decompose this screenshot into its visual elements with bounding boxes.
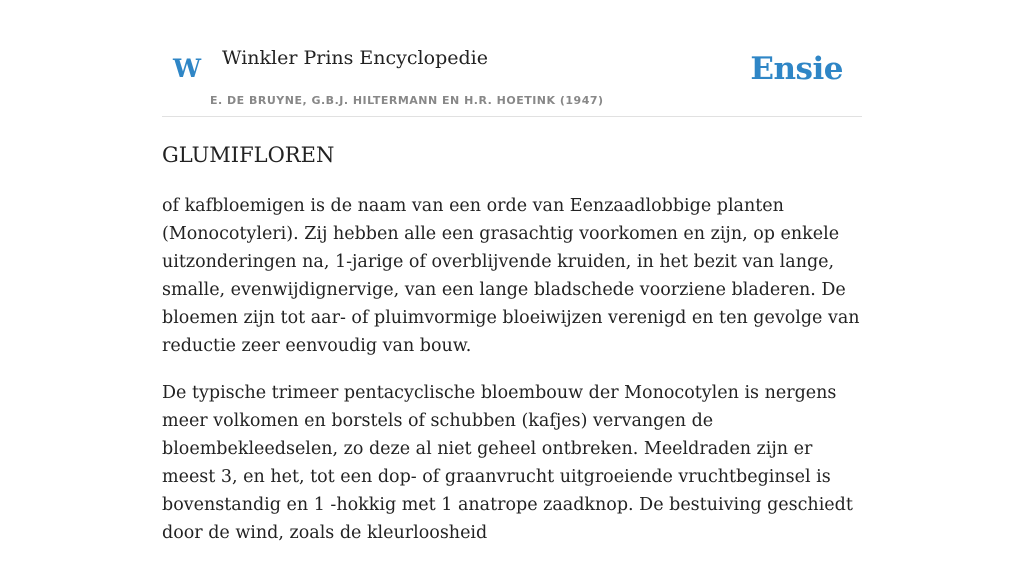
winkler-prins-logo[interactable]: W [173, 54, 202, 83]
article-body [162, 192, 862, 566]
source-title[interactable]: Winkler Prins Encyclopedie [222, 47, 488, 69]
paragraph-1: of kafbloemigen is de naam van een orde van Eenzaadlobbige planten (Monocotyleri). Zij hebben alle een grasachtig voorkomen en zijn, op enkele uitzonderingen na, 1-jarige of overblijvende kruiden, in het bezit van lange, smalle, evenwijdignervige, van een lange bladschede voorziene bladeren. De bloemen zijn tot aar- of pluimvormige bloeiwijzen verenigd en ten gevolge van reductie zeer eenvoudig van bouw. [162, 196, 860, 356]
source-header [162, 0, 862, 117]
paragraph-2: De typische trimeer pentacyclische bloembouw der Monocotylen is nergens meer volkomen en borstels of schubben (kafjes) vervangen de bloembekleedselen, zo deze al niet geheel ontbreken. Meeldraden zijn er meest 3, en het, tot een dop- of graanvrucht uitgroeiende vruchtbeginsel is bovenstandig en 1 -hokkig met 1 anatrope zaadknop. De bestuiving geschiedt door de wind, zoals de kleurloosheid [162, 383, 853, 543]
article-page [162, 0, 862, 543]
article-title: GLUMIFLOREN [162, 143, 335, 167]
source-authors: E. DE BRUYNE, G.B.J. HILTERMANN EN H.R. HOETINK (1947) [210, 94, 604, 107]
ensie-logo[interactable]: Ensie [750, 51, 843, 87]
